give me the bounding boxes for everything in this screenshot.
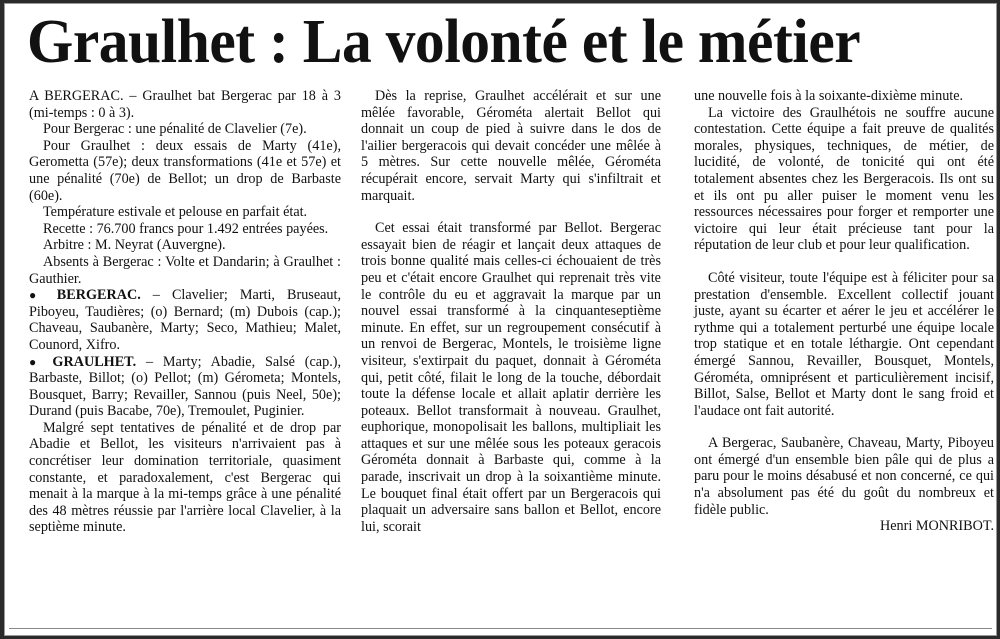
graulhet-scorers: Pour Graulhet : deux essais de Marty (41e), Gerometta (57e); deux transformations (41e et 57e) et une pénalité (70e) de Bellot; un drop de Barbaste (60e). xyxy=(29,137,341,204)
bullet-icon: ● xyxy=(29,354,43,369)
absentees: Absents à Bergerac : Volte et Dandarin; à Graulhet : Gauthier. xyxy=(29,253,341,287)
graulhet-lineup xyxy=(29,354,341,420)
bergerac-scorers: Pour Bergerac : une pénalité de Clavelier (7e). xyxy=(43,121,307,138)
newspaper-clipping xyxy=(4,3,997,636)
author-signature: Henri MONRIBOT. xyxy=(879,518,994,535)
match-result: A BERGERAC. – Graulhet bat Bergerac par 18 à 3 (mi-temps : 0 à 3). xyxy=(29,88,341,121)
team-name-bergerac: BERGERAC. xyxy=(56,287,141,304)
column-1 xyxy=(29,88,341,536)
referee: Arbitre : M. Neyrat (Auvergne). xyxy=(43,237,226,254)
bergerac-players: – Clavelier; Marti, Bruseaut, Piboyeu, Taudières; (o) Bernard; (m) Dubois (cap.); Chaveau, Saubanère, Marty; Seco, Mathieu; Malet, Counord, Xifro. xyxy=(29,287,342,353)
continuation-line: une nouvelle fois à la soixante-dixième minute. xyxy=(694,88,964,104)
column-2 xyxy=(361,88,661,535)
bottom-rule xyxy=(9,628,992,629)
first-half-paragraph: Malgré sept tentatives de pénalité et de drop par Abadie et Bellot, les visiteurs n'arrivaient pas à concrétiser leur domination territoriale, quasiment constante, et paradoxalement, c'est Bergerac qui menait à la marque à la mi-temps grâce à une pénalité des 48 mètres réussie par l'arrière local Clavelier, à la septième minute. xyxy=(29,419,341,536)
second-half-paragraph-1: Dès la reprise, Graulhet accélérait et sur une mêlée favorable, Gérométa alertait Bellot qui donnait un coup de pied à suivre dans le dos de l'ailier bergeracois qui devait concéder une mêlée à 5 mètres. Sur cette nouvelle mêlée, Gérométa récupérait encore, servait Marty qui s'infiltrait et marquait. xyxy=(361,88,661,204)
second-half-paragraph-2: Cet essai était transformé par Bellot. Bergerac essayait bien de réagir et lançait deux attaques de trois bonne qualité mais celles-ci échouaient de très peu et c'était encore Graulhet qui reprenait très vite le contrôle du eu et aggravait la marque par un nouvel essai transformé à la cinquanteseptième minute. En effet, sur un regroupement consécutif à un renvoi de Bergerac, Montels, le troisième ligne visiteur, s'extirpait du paquet, donnait à Gérométa qui, petit côté, filait le long de la touche, débordait toute la défense locale et allait aplatir derrière les poteaux. Bellot transformait à nouveau. Graulhet, euphorique, monopolisait les ballons, multipliait les attaques et sur une mêlée sous les poteaux geracois Gérométa donnait à Barbaste qui, comme à la parade, inscrivait un drop à la soixantième minute. Le bouquet final était offert par un Bergeracois qui plaquait un adversaire sans ballon et Bellot, encore lui, scorait xyxy=(361,220,661,535)
headline: Graulhet : La volonté et le métier xyxy=(27,8,861,76)
bergerac-paragraph: A Bergerac, Saubanère, Chaveau, Marty, Piboyeu ont émergé d'un ensemble bien pâle qui de plus a paru pour le moins désabusé et non concerné, ce qui n'a absolument pas été du goût du nombreux et fidèle public. xyxy=(694,435,994,518)
bullet-icon: ● xyxy=(29,288,45,303)
column-3 xyxy=(694,88,994,535)
graulhet-players: – Marty; Abadie, Salsé (cap.), Barbaste, Billot; (o) Pellot; (m) Gérometa; Montels, Bousquet, Barry; Revailler, Sannou (puis Neel, 50e); Durand (puis Bacabe, 70e), Tremoulet, Puginier. xyxy=(29,353,342,420)
victory-paragraph: La victoire des Graulhétois ne souffre aucune contestation. Cette équipe a fait preuve de qualités morales, physiques, techniques, de métier, de lucidité, de volonté, de tonicité qui ont été totalement absentes chez les Bergeracois. Ils ont su et ils ont pu aller puiser le moment venu les ressources nécessaires pour forger et remporter une victoire qui leur était précieuse tant pour la réputation de leur club et pour leur qualification. xyxy=(694,104,994,254)
bergerac-lineup xyxy=(29,287,341,353)
visitor-praise-paragraph: Côté visiteur, toute l'équipe est à féliciter pour sa prestation d'ensemble. Excellent collectif jouant juste, ayant su écarter et aérer le jeu et accélérer le rythme qui a totalement perturbé une équipe locale trop statique et en totale léthargie. Ont cependant émergé Sannou, Revailler, Bousquet, Montels, Gérométa, omniprésent et particulièrement incisif, Billot, Salse, Bellot et Marty dont le sang froid et l'audace ont fait autorité. xyxy=(694,269,994,419)
team-name-graulhet: GRAULHET. xyxy=(52,353,137,370)
weather-note: Température estivale et pelouse en parfait état. xyxy=(43,204,308,221)
gate-receipts: Recette : 76.700 francs pour 1.492 entrées payées. xyxy=(43,220,329,237)
